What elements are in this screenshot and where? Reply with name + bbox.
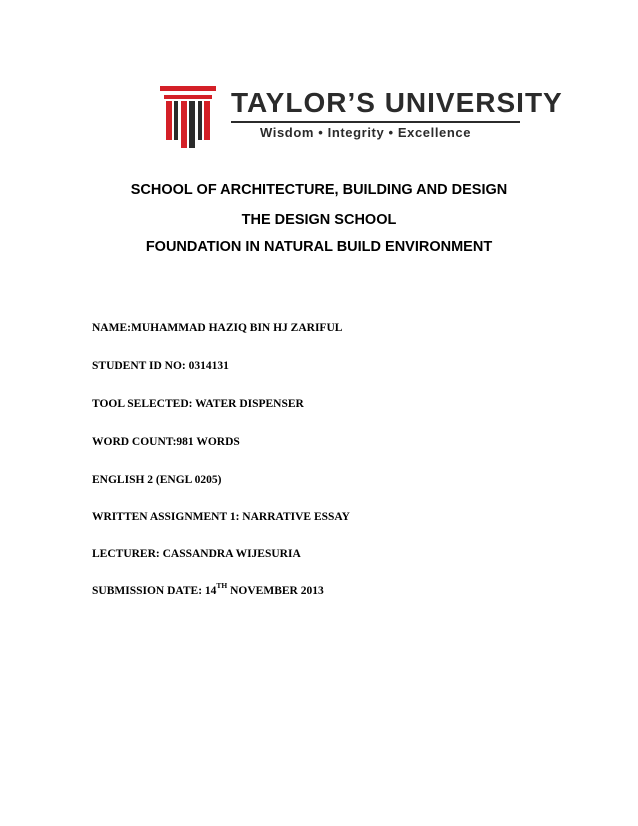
submission-date-suffix: NOVEMBER 2013: [227, 585, 324, 597]
university-emblem-icon: [160, 86, 216, 148]
tool-selected: TOOL SELECTED: WATER DISPENSER: [92, 398, 304, 410]
submission-date-ordinal: TH: [216, 581, 228, 591]
submission-date: [92, 581, 324, 598]
assignment-title: WRITTEN ASSIGNMENT 1: NARRATIVE ESSAY: [92, 511, 350, 523]
design-school-heading: THE DESIGN SCHOOL: [241, 212, 397, 228]
logo-divider: [231, 121, 520, 123]
school-heading: SCHOOL OF ARCHITECTURE, BUILDING AND DESIGN: [130, 182, 508, 198]
word-count: WORD COUNT:981 WORDS: [92, 436, 240, 448]
student-name: NAME:MUHAMMAD HAZIQ BIN HJ ZARIFUL: [92, 322, 343, 334]
submission-date-prefix: SUBMISSION DATE: 14: [92, 585, 217, 597]
course-name: ENGLISH 2 (ENGL 0205): [92, 474, 222, 486]
university-motto: Wisdom • Integrity • Excellence: [260, 125, 472, 140]
lecturer-name: LECTURER: CASSANDRA WIJESURIA: [92, 548, 301, 560]
student-id: STUDENT ID NO: 0314131: [92, 360, 229, 372]
university-name: TAYLOR’S UNIVERSITY: [231, 87, 563, 118]
programme-heading: FOUNDATION IN NATURAL BUILD ENVIRONMENT: [145, 239, 493, 255]
university-logo: [160, 86, 563, 148]
